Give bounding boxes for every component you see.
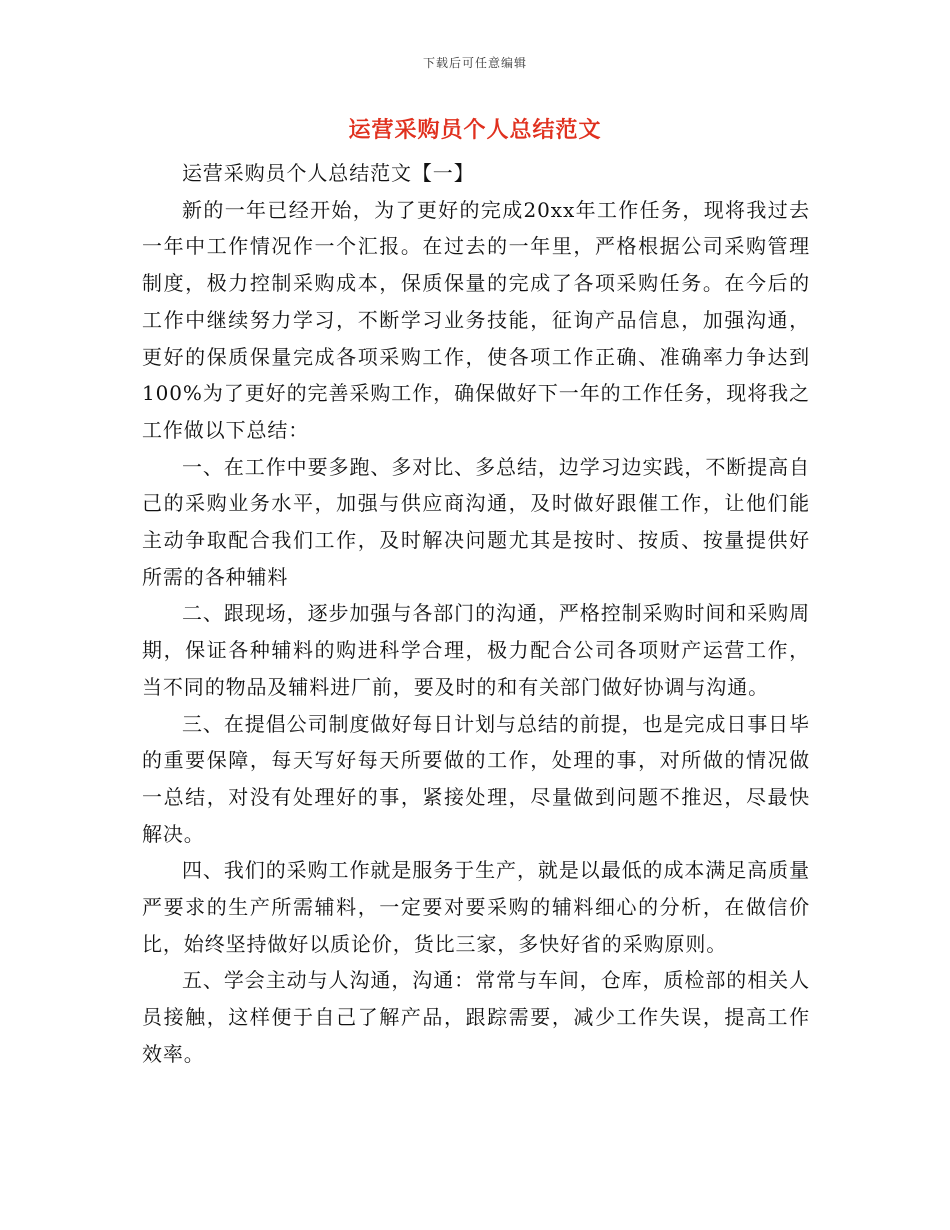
header-note: 下载后可任意编辑 [422, 56, 527, 70]
paragraph-point-4: 四、我们的采购工作就是服务于生产，就是以最低的成本满足高质量严要求的生产所需辅料，一定要对要采购的辅料细心的分析，在做信价比，始终坚持做好以质论价，货比三家，多快好省的采购原则。 [142, 858, 810, 956]
paragraph-point-1: 一、在工作中要多跑、多对比、多总结，边学习边实践，不断提高自己的采购业务水平，加强与供应商沟通，及时做好跟催工作，让他们能主动争取配合我们工作，及时解决问题尤其是按时、按质、按量提供好所需的各种辅料 [142, 454, 810, 589]
paragraph-point-2: 二、跟现场，逐步加强与各部门的沟通，严格控制采购时间和采购周期，保证各种辅料的购进科学合理，极力配合公司各项财产运营工作，当不同的物品及辅料进厂前，要及时的和有关部门做好协调与沟通。 [142, 601, 810, 699]
paragraph-point-5: 五、学会主动与人沟通，沟通：常常与车间，仓库，质检部的相关人员接触，这样便于自己了解产品，跟踪需要，减少工作失误，提高工作效率。 [142, 968, 810, 1066]
section-heading: 运营采购员个人总结范文【一】 [182, 161, 475, 185]
paragraph-intro: 新的一年已经开始，为了更好的完成20xx年工作任务，现将我过去一年中工作情况作一个汇报。在过去的一年里，严格根据公司采购管理制度，极力控制采购成本，保质保量的完成了各项采购任务。在今后的工作中继续努力学习，不断学习业务技能，征询产品信息，加强沟通，更好的保质保量完成各项采购工作，使各项工作正确、准确率力争达到100%为了更好的完善采购工作，确保做好下一年的工作任务，现将我之工作做以下总结： [142, 197, 810, 442]
document-body [142, 155, 810, 1073]
paragraph-point-3: 三、在提倡公司制度做好每日计划与总结的前提，也是完成日事日毕的重要保障，每天写好每天所要做的工作，处理的事，对所做的情况做一总结，对没有处理好的事，紧接处理，尽量做到问题不推迟，尽最快解决。 [142, 711, 810, 846]
document-title: 运营采购员个人总结范文 [348, 117, 602, 143]
